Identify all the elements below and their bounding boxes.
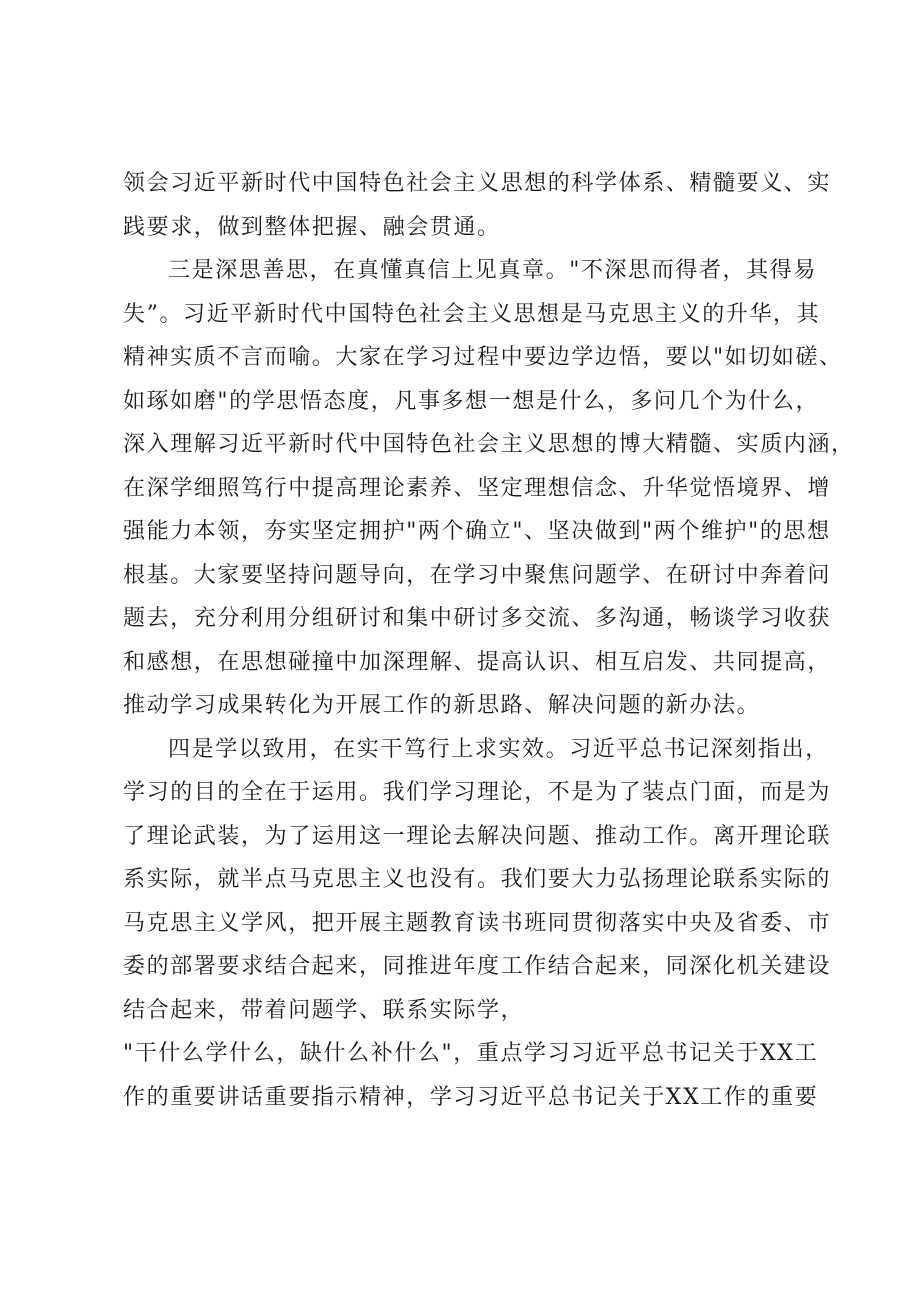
text-line: 马克思主义学风，把开展主题教育读书班同贯彻落实中央及省委、市 <box>123 910 832 936</box>
text-line: 强能力本领，夯实坚定拥护"两个确立"、坚决做到"两个维护"的思想 <box>123 519 831 544</box>
text-line: 系实际，就半点马克思主义也没有。我们要大力弘扬理论联系实际的 <box>123 867 832 892</box>
text-line: 深入理解习近平新时代中国特色社会主义思想的博大精髓、实质内涵， <box>123 432 855 457</box>
text-line: 失”。习近平新时代中国特色社会主义思想是马克思主义的升华，其 <box>123 301 821 327</box>
document-body <box>123 162 855 1119</box>
text-line: "干什么学什么，缺什么补什么"，重点学习习近平总书记关于XX工 <box>123 1041 819 1066</box>
text-line: 学习的目的全在于运用。我们学习理论，不是为了装点门面，而是为 <box>123 780 832 805</box>
text-line: 和感想，在思想碰撞中加深理解、提高认识、相互启发、共同提高， <box>123 649 832 675</box>
paragraph-start-line: 三是深思善思，在真懂真信上见真章。"不深思而得者，其得易 <box>168 258 817 283</box>
text-line: 推动学习成果转化为开展工作的新思路、解决问题的新办法。 <box>123 693 761 718</box>
text-line: 题去，充分利用分组研讨和集中研讨多交流、多沟通，畅谈学习收获 <box>123 606 832 631</box>
text-line: 委的部署要求结合起来，同推进年度工作结合起来，同深化机关建设 <box>123 954 832 979</box>
text-line: 了理论武装，为了运用这一理论去解决问题、推动工作。离开理论联 <box>123 823 832 849</box>
text-line: 领会习近平新时代中国特色社会主义思想的科学体系、精髓要义、实 <box>123 171 832 196</box>
text-line: 作的重要讲话重要指示精神，学习习近平总书记关于XX工作的重要 <box>123 1084 819 1110</box>
text-line: 根基。大家要坚持问题导向，在学习中聚焦问题学、在研讨中奔着问 <box>123 562 832 588</box>
text-line: 结合起来，带着问题学、联系实际学， <box>123 997 525 1023</box>
text-line: 精神实质不言而喻。大家在学习过程中要边学边悟，要以"如切如磋、 <box>123 345 843 370</box>
text-line: 践要求，做到整体把握、融会贯通。 <box>123 214 501 240</box>
text-line: 在深学细照笃行中提高理论素养、坚定理想信念、升华觉悟境界、增 <box>123 475 832 501</box>
text-line: 如琢如磨"的学思悟态度，凡事多想一想是什么，多问几个为什么， <box>123 388 820 414</box>
paragraph-start-line: 四是学以致用，在实干笃行上求实效。习近平总书记深刻指出， <box>168 736 829 762</box>
